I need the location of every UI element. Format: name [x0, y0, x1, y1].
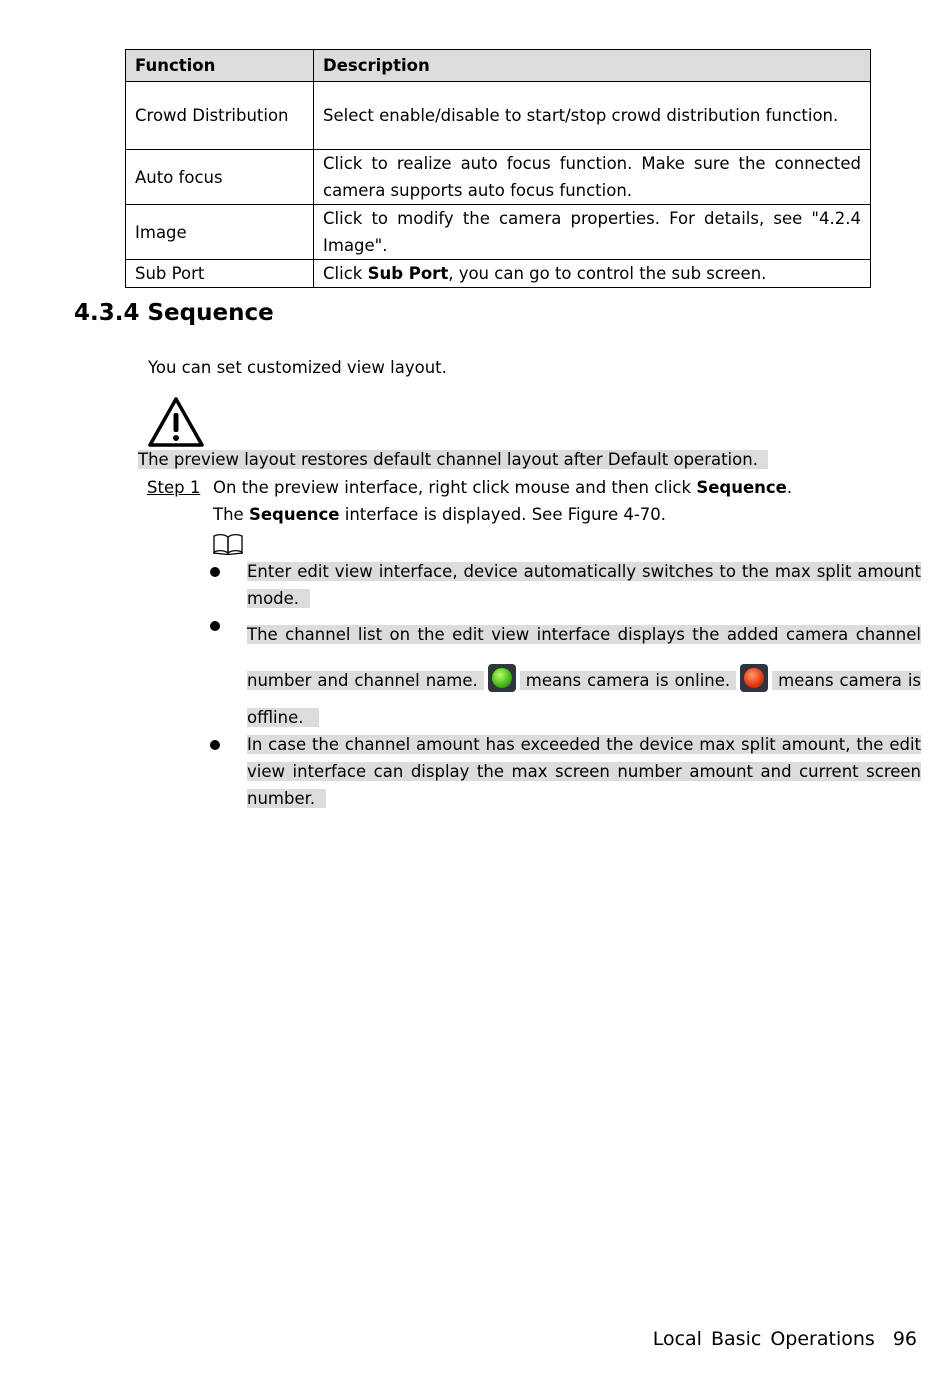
desc-text: Click: [323, 264, 368, 283]
table-row: [126, 150, 871, 205]
function-cell: Crowd Distribution: [126, 82, 314, 150]
desc-text: , you can go to control the sub screen.: [448, 264, 767, 283]
table-header-row: [126, 50, 871, 82]
note-text: The channel list on the edit view interface displays the added camera channel number and channel name.: [247, 625, 921, 690]
step-label: Step 1: [147, 478, 201, 497]
function-cell: Sub Port: [126, 260, 314, 288]
step-result-text: [213, 505, 666, 524]
bullet: [210, 567, 220, 577]
note-list: [210, 558, 921, 812]
intro-text: You can set customized view layout.: [148, 358, 447, 377]
description-cell: [314, 260, 871, 288]
offline-status-icon: [740, 664, 768, 692]
list-item: [210, 731, 921, 812]
table-row: [126, 82, 871, 150]
bullet: [210, 740, 220, 750]
list-item: [210, 558, 921, 612]
table-row: [126, 260, 871, 288]
note-text: Enter edit view interface, device automatically switches to the max split amount mode.: [247, 562, 921, 608]
description-cell: Click to realize auto focus function. Make sure the connected camera supports auto focus function.: [314, 150, 871, 205]
function-table: [125, 49, 871, 288]
step-text-part: interface is displayed. See Figure 4-70.: [339, 505, 667, 524]
step-text-part: The: [213, 505, 249, 524]
function-cell: Image: [126, 205, 314, 260]
warning-highlight: The preview layout restores default channel layout after Default operation.: [138, 450, 758, 469]
page-footer: [653, 1328, 917, 1350]
function-cell: Auto focus: [126, 150, 314, 205]
list-item: [210, 612, 921, 731]
description-cell: Click to modify the camera properties. For details, see "4.2.4 Image".: [314, 205, 871, 260]
book-icon: [212, 533, 244, 555]
step-text-part: .: [786, 478, 793, 497]
note-text: means camera is offline.: [247, 671, 922, 727]
step-text: [213, 478, 792, 497]
sequence-term: Sequence: [248, 505, 340, 524]
sequence-term: Sequence: [696, 478, 787, 497]
note-text: In case the channel amount has exceeded the device max split amount, the edit view interface can display the max screen number amount and current screen number.: [247, 735, 921, 808]
section-heading: 4.3.4 Sequence: [74, 300, 274, 326]
warning-triangle-icon: [147, 396, 205, 448]
page-number: 96: [892, 1328, 917, 1350]
column-header-function: Function: [126, 50, 314, 82]
sub-port-term: Sub Port: [367, 264, 449, 283]
bullet: [210, 621, 220, 631]
online-status-icon: [488, 664, 516, 692]
description-cell: Select enable/disable to start/stop crowd distribution function.: [314, 82, 871, 150]
column-header-description: Description: [314, 50, 871, 82]
warning-text: [138, 450, 768, 469]
step-text-part: On the preview interface, right click mouse and then click: [213, 478, 697, 497]
footer-title: Local Basic Operations: [652, 1328, 875, 1350]
note-text: means camera is online.: [519, 671, 737, 690]
table-row: [126, 205, 871, 260]
